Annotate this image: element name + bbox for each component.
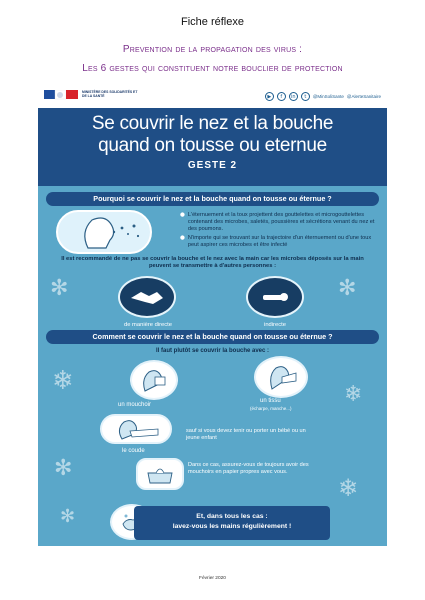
page-subtitle-line2: Les 6 gestes qui constituent notre bouclier de protection [82, 63, 343, 74]
caption-indirect: indirecte [264, 322, 286, 328]
scarf-icon [254, 356, 308, 398]
social-handle-2[interactable]: @AlerteSanitaire [346, 94, 381, 99]
title-band [38, 108, 387, 186]
social-links [265, 92, 381, 101]
footer-date: Février 2020 [199, 576, 226, 581]
question-how: Comment se couvrir le nez et la bouche quand on tousse ou éternue ? [46, 330, 379, 344]
handshake-icon [118, 276, 176, 318]
snowflake-icon: ❄ [344, 382, 363, 407]
label-tissue: un tissu [260, 398, 281, 404]
poster-title-line2: quand on tousse ou eternue [98, 135, 327, 156]
youtube-icon[interactable]: ▶ [265, 92, 274, 101]
tissue-advice-text: Dans ce cas, assurez-vous de toujours avoir des mouchoirs en papier propres avec vous. [188, 462, 309, 475]
elbow-cough-icon [100, 414, 172, 444]
ministry-name: MINISTÈRE DES SOLIDARITÉS ET DE LA SANTÉ [82, 90, 138, 98]
twitter-icon[interactable]: t [301, 92, 310, 101]
tissue-box-icon [136, 458, 184, 490]
poster-title [38, 113, 387, 157]
why-bullet-list [180, 212, 380, 252]
final-message-line1: Et, dans tous les cas : [196, 513, 268, 520]
snowflake-icon: ✻ [338, 276, 357, 301]
door-handle-icon [246, 276, 304, 318]
marianne-logo [44, 90, 78, 104]
snowflake-icon: ✻ [60, 506, 76, 527]
elbow-exception-text: sauf si vous devez tenir ou porter un bébé ou un jeune enfant [186, 428, 306, 441]
why-bullet-1-text: L'éternuement et la toux projettent des gouttelettes et microgouttelettes contenant des microbes, saletés, poussières et sécrétions venant du nez et des poumons. [187, 212, 375, 232]
facebook-icon[interactable]: f [277, 92, 286, 101]
question-why: Pourquoi se couvrir le nez et la bouche quand on tousse ou éternue ? [46, 192, 379, 206]
poster-title-line1: Se couvrir le nez et la bouche [91, 113, 334, 134]
sneeze-face-icon [58, 212, 150, 252]
snowflake-icon: ❄ [338, 474, 359, 502]
page-title: Fiche réflexe [181, 16, 244, 28]
sneeze-illustration [56, 210, 152, 254]
handkerchief-icon [130, 360, 178, 400]
snowflake-icon: ✻ [50, 276, 69, 301]
final-message-line2: lavez-vous les mains régulièrement ! [172, 523, 292, 530]
page-subtitle-line1: Prevention de la propagation des virus : [122, 44, 303, 55]
caption-direct: de manière directe [123, 322, 172, 328]
poster-header [38, 86, 387, 108]
snowflake-icon: ✻ [54, 456, 73, 481]
linkedin-icon[interactable]: in [289, 92, 298, 101]
snowflake-icon: ❄ [52, 366, 74, 396]
why-bullet-1: ● L'éternuement et la toux projettent des gouttelettes et microgouttelettes contenant des microbes, saletés, poussières et sécrétions venant du nez et des poumons. [180, 212, 380, 232]
recommendation-text: Il est recommandé de ne pas se couvrir la bouche et le nez avec la main car les microbes déposés sur la main peuvent se transmettre à d'autres personnes : [61, 256, 364, 269]
label-handkerchief: un mouchoir [118, 402, 152, 408]
geste-poster [38, 86, 387, 546]
cover-with-text: Il faut plutôt se couvrir la bouche avec : [155, 348, 270, 354]
social-handle-1[interactable]: @MinSoliSante [312, 94, 344, 99]
label-tissue-detail: (écharpe, manche...) [250, 406, 292, 411]
geste-number: GESTE 2 [187, 160, 238, 171]
label-elbow: le coude [122, 448, 145, 454]
why-bullet-2-text: N'importe qui se trouvant sur la trajectoire d'un éternuement ou d'une toux peut aspirer ces microbes et être infecté [187, 235, 372, 249]
final-message [134, 506, 330, 540]
why-bullet-2: ● N'importe qui se trouvant sur la trajectoire d'un éternuement ou d'une toux peut aspirer ces microbes et être infecté [180, 235, 380, 249]
